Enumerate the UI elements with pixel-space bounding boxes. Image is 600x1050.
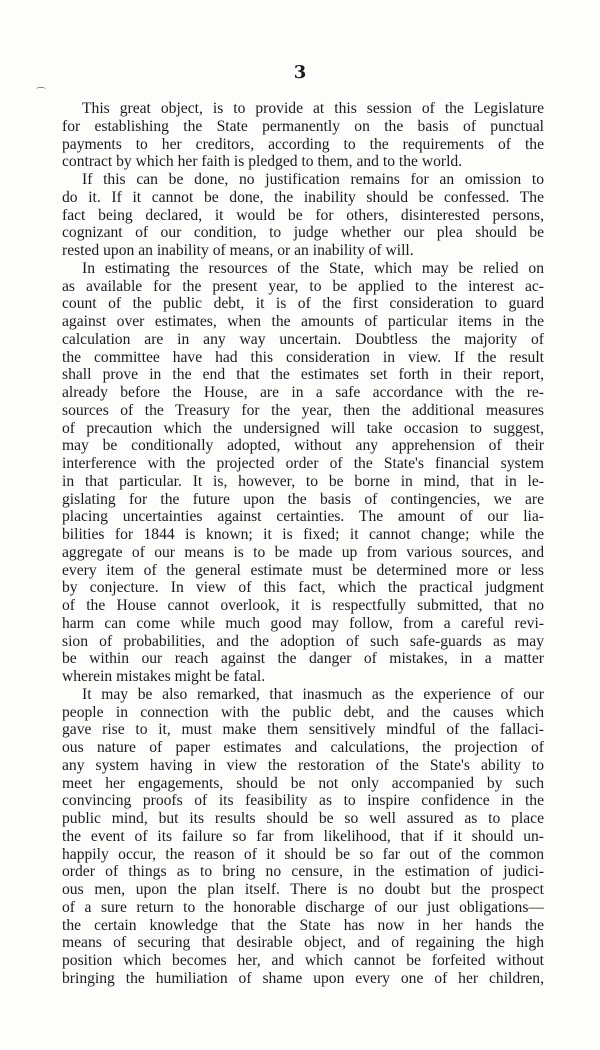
body-text [62,100,544,988]
text-line: harm can come while much good may follow, from a careful revi- [62,614,544,632]
text-line: for establishing the State permanently on the basis of punctual [62,117,544,135]
text-line: count of the public debt, it is of the first consideration to guard [62,295,544,313]
text-line: any system having in view the restoration of the State's ability to [62,756,544,774]
text-line: of precaution which the undersigned will take occasion to suggest, [62,419,544,437]
text-line: do it. If it cannot be done, the inability should be confessed. The [62,188,544,206]
text-line: of a sure return to the honorable discharge of our just obligations— [62,898,544,916]
text-line: rested upon an inability of means, or an inability of will. [62,242,414,259]
text-line: against over estimates, when the amounts of particular items in the [62,313,544,330]
text-line: be within our reach against the danger of mistakes, in a matter [62,650,544,668]
text-line: as available for the present year, to be applied to the interest ac- [62,277,544,295]
text-line: If this can be done, no justification remains for an omission to [82,171,544,188]
text-line: convincing proofs of its feasibility as to inspire confidence in the [62,792,544,810]
text-line: bringing the humiliation of shame upon every one of her children, [62,969,544,987]
text-line: the event of its failure so far from likelihood, that if it should un- [62,827,544,845]
text-line: gave rise to it, must make them sensitively mindful of the fallaci- [62,721,544,739]
text-line: by conjecture. In view of this fact, which the practical judgment [62,579,544,597]
text-line: public mind, but its results should be so well assured as to place [62,810,544,827]
page-number: 3 [293,62,307,83]
text-line: bilities for 1844 is known; it is fixed; it cannot change; while the [62,526,544,543]
paragraph [62,100,544,171]
text-line: This great object, is to provide at this session of the Legislature [82,100,544,117]
paragraph [62,171,544,260]
text-line: In estimating the resources of the State, which may be relied on [82,259,544,277]
text-line: interference with the projected order of the State's financial system [62,455,544,472]
text-line: wherein mistakes might be fatal. [62,668,266,685]
paragraph [62,686,544,988]
text-line: sion of probabilities, and the adoption of such safe-guards as may [62,632,544,650]
text-line: It may be also remarked, that inasmuch as the experience of our [82,685,544,703]
text-line: the certain knowledge that the State has now in her hands the [62,916,544,934]
text-line: fact being declared, it would be for others, disinterested persons, [62,206,544,224]
text-line: cognizant of our condition, to judge whether our plea should be [62,224,544,242]
text-line: may be conditionally adopted, without any apprehension of their [62,437,544,455]
text-line: in that particular. It is, however, to be borne in mind, that in le- [62,472,544,490]
text-line: payments to her creditors, according to the requirements of the [62,135,544,153]
text-line: gislating for the future upon the basis of contingencies, we are [62,490,544,508]
text-line: already before the House, are in a safe accordance with the re- [62,384,544,401]
text-line: calculation are in any way uncertain. Doubtless the majority of [62,330,544,348]
paragraph [62,260,544,686]
text-line: of the House cannot overlook, it is respectfully submitted, that no [62,597,544,614]
text-line: placing uncertainties against certainties. The amount of our lia- [62,508,544,526]
text-line: the committee have had this consideration in view. If the result [62,348,544,366]
text-line: aggregate of our means is to be made up from various sources, and [62,543,544,561]
text-line: every item of the general estimate must be determined more or less [62,561,544,579]
text-line: meet her engagements, should be not only accompanied by such [62,774,544,792]
text-line: ous nature of paper estimates and calculations, the projection of [62,739,544,756]
text-line: position which becomes her, and which cannot be forfeited without [62,952,544,969]
text-line: order of things as to bring no censure, in the estimation of judici- [62,863,544,881]
text-line: shall prove in the end that the estimates set forth in their report, [62,366,544,384]
text-line: happily occur, the reason of it should be so far out of the common [62,845,544,863]
text-line: contract by which her faith is pledged to them, and to the world. [62,153,463,171]
text-line: people in connection with the public debt, and the causes which [62,703,544,721]
ink-speck: ⌒ [36,88,46,99]
text-line: means of securing that desirable object, and of regaining the high [62,934,544,952]
text-line: sources of the Treasury for the year, then the additional measures [62,401,544,419]
text-line: ous men, upon the plan itself. There is no doubt but the prospect [62,881,544,898]
